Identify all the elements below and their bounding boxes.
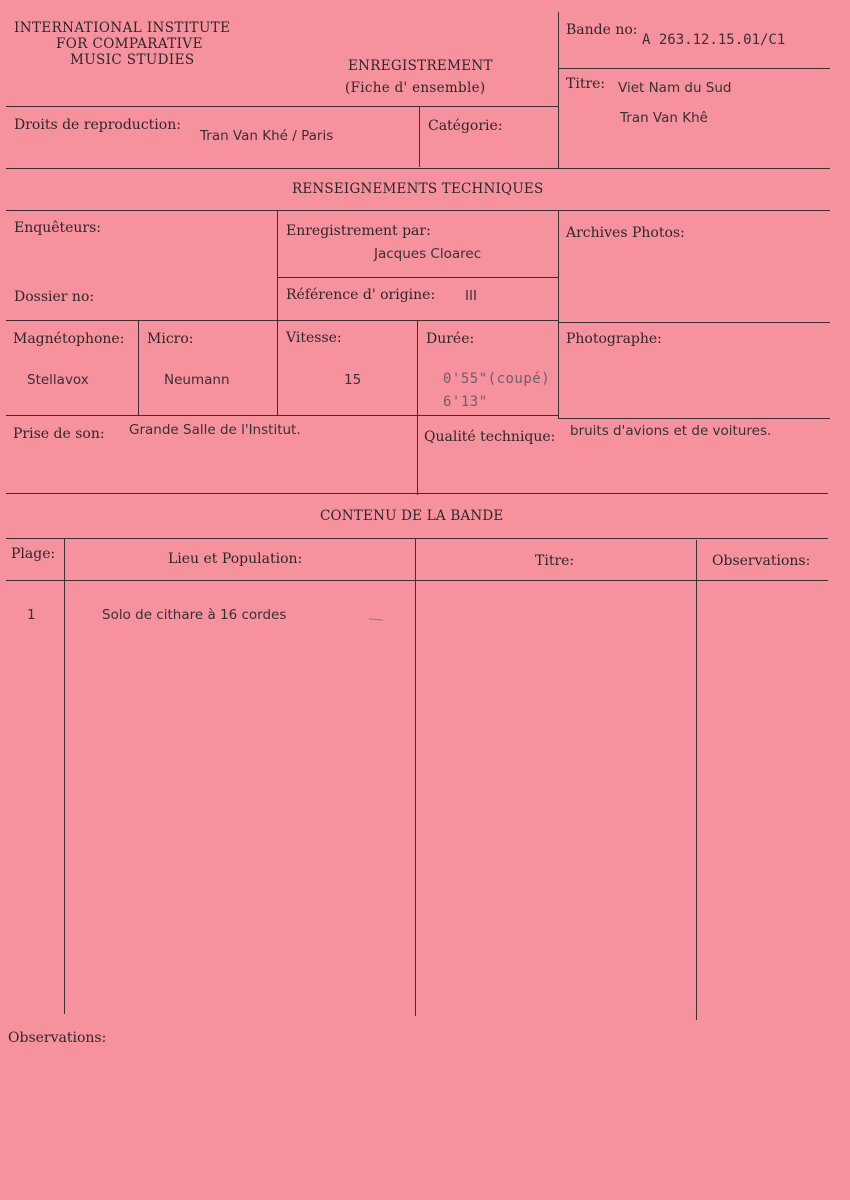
duree-value-line2: 6'13" bbox=[443, 394, 488, 410]
rule bbox=[558, 322, 830, 323]
qualite-value: bruits d'avions et de voitures. bbox=[570, 423, 772, 439]
rule bbox=[6, 538, 828, 539]
droits-label: Droits de reproduction: bbox=[14, 117, 181, 133]
magnetophone-label: Magnétophone: bbox=[13, 331, 125, 347]
col-header-titre: Titre: bbox=[535, 553, 575, 569]
row-lieu: Solo de cithare à 16 cordes bbox=[102, 607, 287, 623]
micro-label: Micro: bbox=[147, 331, 194, 347]
rule bbox=[6, 320, 558, 321]
enqueteurs-label: Enquêteurs: bbox=[14, 220, 102, 236]
archives-photos-label: Archives Photos: bbox=[566, 225, 685, 241]
col-header-observations: Observations: bbox=[712, 553, 811, 569]
rule bbox=[277, 320, 278, 416]
rule bbox=[277, 210, 278, 320]
rule bbox=[696, 540, 697, 1020]
bande-label: Bande no: bbox=[566, 22, 638, 38]
rule bbox=[6, 210, 830, 211]
rule bbox=[419, 107, 420, 167]
reference-label: Référence d' origine: bbox=[286, 287, 436, 303]
rule bbox=[415, 538, 416, 1016]
titre-label: Titre: bbox=[566, 76, 606, 92]
rule bbox=[277, 277, 558, 278]
rule bbox=[6, 493, 828, 494]
reference-value: III bbox=[465, 288, 477, 304]
prise-de-son-label: Prise de son: bbox=[13, 426, 105, 442]
rule bbox=[6, 106, 558, 107]
rule bbox=[558, 12, 559, 168]
titre-value-line1: Viet Nam du Sud bbox=[618, 80, 732, 96]
rule bbox=[558, 418, 830, 419]
rule bbox=[417, 320, 418, 495]
rule bbox=[558, 68, 830, 69]
enregistrement-par-label: Enregistrement par: bbox=[286, 223, 431, 239]
institute-line3: MUSIC STUDIES bbox=[70, 52, 195, 68]
pencil-mark bbox=[369, 618, 383, 620]
rule bbox=[6, 415, 558, 416]
section-technical-title: RENSEIGNEMENTS TECHNIQUES bbox=[292, 181, 544, 197]
duree-label: Durée: bbox=[426, 331, 475, 347]
vitesse-value: 15 bbox=[344, 372, 362, 388]
col-header-lieu: Lieu et Population: bbox=[168, 551, 303, 567]
form-title: ENREGISTREMENT bbox=[348, 58, 493, 74]
rule bbox=[6, 580, 828, 581]
photographe-label: Photographe: bbox=[566, 331, 662, 347]
duree-value-line1: 0'55"(coupé) bbox=[443, 371, 551, 387]
rule bbox=[138, 320, 139, 416]
institute-line1: INTERNATIONAL INSTITUTE bbox=[14, 20, 231, 36]
rule bbox=[6, 168, 830, 169]
rule bbox=[558, 210, 559, 322]
droits-value: Tran Van Khé / Paris bbox=[200, 128, 334, 144]
section-content-title: CONTENU DE LA BANDE bbox=[320, 508, 504, 524]
bande-value: A 263.12.15.01/C1 bbox=[642, 32, 786, 48]
prise-de-son-value: Grande Salle de l'Institut. bbox=[129, 422, 301, 438]
dossier-label: Dossier no: bbox=[14, 289, 95, 305]
magnetophone-value: Stellavox bbox=[27, 372, 89, 388]
row-plage: 1 bbox=[27, 607, 36, 623]
rule bbox=[64, 538, 65, 1014]
categorie-label: Catégorie: bbox=[428, 118, 503, 134]
observations-label: Observations: bbox=[8, 1030, 107, 1046]
titre-value-line2: Tran Van Khê bbox=[620, 110, 708, 126]
rule bbox=[558, 322, 559, 418]
qualite-label: Qualité technique: bbox=[424, 429, 556, 445]
vitesse-label: Vitesse: bbox=[286, 330, 342, 346]
institute-name bbox=[14, 20, 246, 68]
enregistrement-par-value: Jacques Cloarec bbox=[374, 246, 482, 262]
institute-line2: FOR COMPARATIVE bbox=[56, 36, 203, 52]
col-header-plage: Plage: bbox=[11, 546, 56, 562]
micro-value: Neumann bbox=[164, 372, 230, 388]
form-subtitle: (Fiche d' ensemble) bbox=[345, 80, 486, 96]
